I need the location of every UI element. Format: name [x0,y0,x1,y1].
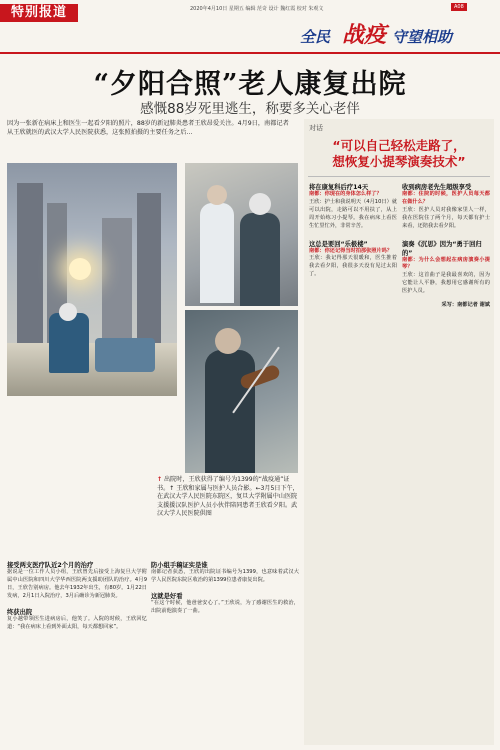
panel-title-line-2: 想恢复小提琴演奏技术” [332,154,466,169]
left-column-2 [151,560,299,616]
section-heading: 将在康复科后疗14天 [309,184,369,191]
question: 南都：你还记得当时拍那张照片吗？ [309,247,393,254]
panel-title [304,138,494,170]
banner-text-1: 全民 [300,28,331,46]
question: 南都：住院的时候，医护人员每天都在做什么？ [402,191,490,205]
section-heading: 收到病房老先生超级享受 [402,184,472,191]
photo-caption [157,476,300,519]
page-code-badge: A08 [451,3,467,11]
header-rule [0,52,500,54]
panel-column-1 [309,182,397,279]
campaign-banner [300,18,500,52]
section-heading: 防小组手稿证实是谁 [151,562,208,569]
answer: 王欣：我记得那天很暖和，医生推着我去看夕阳，我很多天没有见过太阳了。 [309,255,397,278]
question: 南都：为什么会想起在病房演奏小提琴？ [402,256,490,271]
banner-text-2: 战疫 [342,22,387,48]
body-text: 南都记者获悉，王欣的出院证书编号为1399，也意味着武汉大学人民医院东院区收治的第1399位患者康复出院。 [151,569,299,583]
left-column-1 [7,560,147,631]
sunset-photo [7,163,177,396]
violin-player-photo [185,310,298,473]
question: 南都：你现在的身体怎么样了？ [309,191,382,197]
answer: 王欣：护士和我说明天（4月10日）就可以出院，走路可以不用扶了，从上周开始练习小提琴。我在病床上看医生忙里忙外，非常辛苦。 [309,198,397,229]
caption-marker: ↑ [157,476,163,483]
body-text: 据说是一位工作人员小组，王欣曾先后接受上海复旦大学附属中山医院和四川大学华西医院两支援助团队的治疗。4月9日，王欣告别病房。他去年1932年出生，有80岁。1月22日发病，2月1日入院治疗，3月后确诊为新冠肺炎。 [7,569,147,599]
panel-column-2 [402,182,490,310]
group-photo [185,163,298,306]
section-heading: 这就是好看 [151,592,183,600]
section-heading: 接受两支医疗队近2个月的治疗 [7,562,94,569]
caption-text: 出院时，王欣获得了编号为1399的“战疫通”证书。↑ 王欣和家属与医护人员合影。←3月5日下午，在武汉大学人民医院东院区，复旦大学附属中山医院支援援汉队医护人员小伙伴陪同患者王欣看夕阳。武汉大学人民医院供图 [157,476,299,518]
section-heading: 终获出院 [7,608,33,616]
panel-divider [308,176,490,177]
panel-title-line-1: “可以自己轻松走路了， [332,138,466,153]
byline: 采写：南都记者 谢斌 [441,302,490,309]
panel-tag: 对话 [309,124,323,132]
body-text: “在这个时候，他爸爸安心了。”王欣说，为了感谢医生的救治，出院前他演奏了一曲。 [151,599,299,614]
issue-meta: 2020年4月10日 星期五 编辑 范奇 设计 魏红霞 校对 朱观文 [190,6,324,12]
headline: “夕阳合照”老人康复出院 [93,69,407,100]
section-heading: 演奏《沉思》因为“勇于回归的” [402,240,482,257]
banner-text-3: 守望相助 [392,28,453,46]
section-badge: 特别报道 [0,4,78,22]
answer: 王欣：这首曲子是我最喜欢的，因为它能让人平静，我想用它感谢所有的医护人员。 [402,272,490,295]
answer: 王欣：医护人员对我像家里人一样，我在医院住了两个月，每天都有护士来看，还陪我去看夕阳。 [402,206,490,229]
section-heading: 这总是要回“乐极楼” [309,240,368,248]
subheadline: 感慨88岁死里逃生，称要多关心老伴 [140,101,360,117]
lead-paragraph: 因为一张新在病床上和医生一起看夕阳的照片，88岁的新冠肺炎患者王欣昂爱关注。4月9日，南都记者从王欣就医的武汉大学人民医院获悉，这张照拍摄的主要任务之后... [7,120,289,136]
body-text: 复小越带领医生进病房后，他笑了。入院的时候，王欣回忆道：“我在病床上看到外面太阳，每天都想回家”。 [7,615,147,630]
